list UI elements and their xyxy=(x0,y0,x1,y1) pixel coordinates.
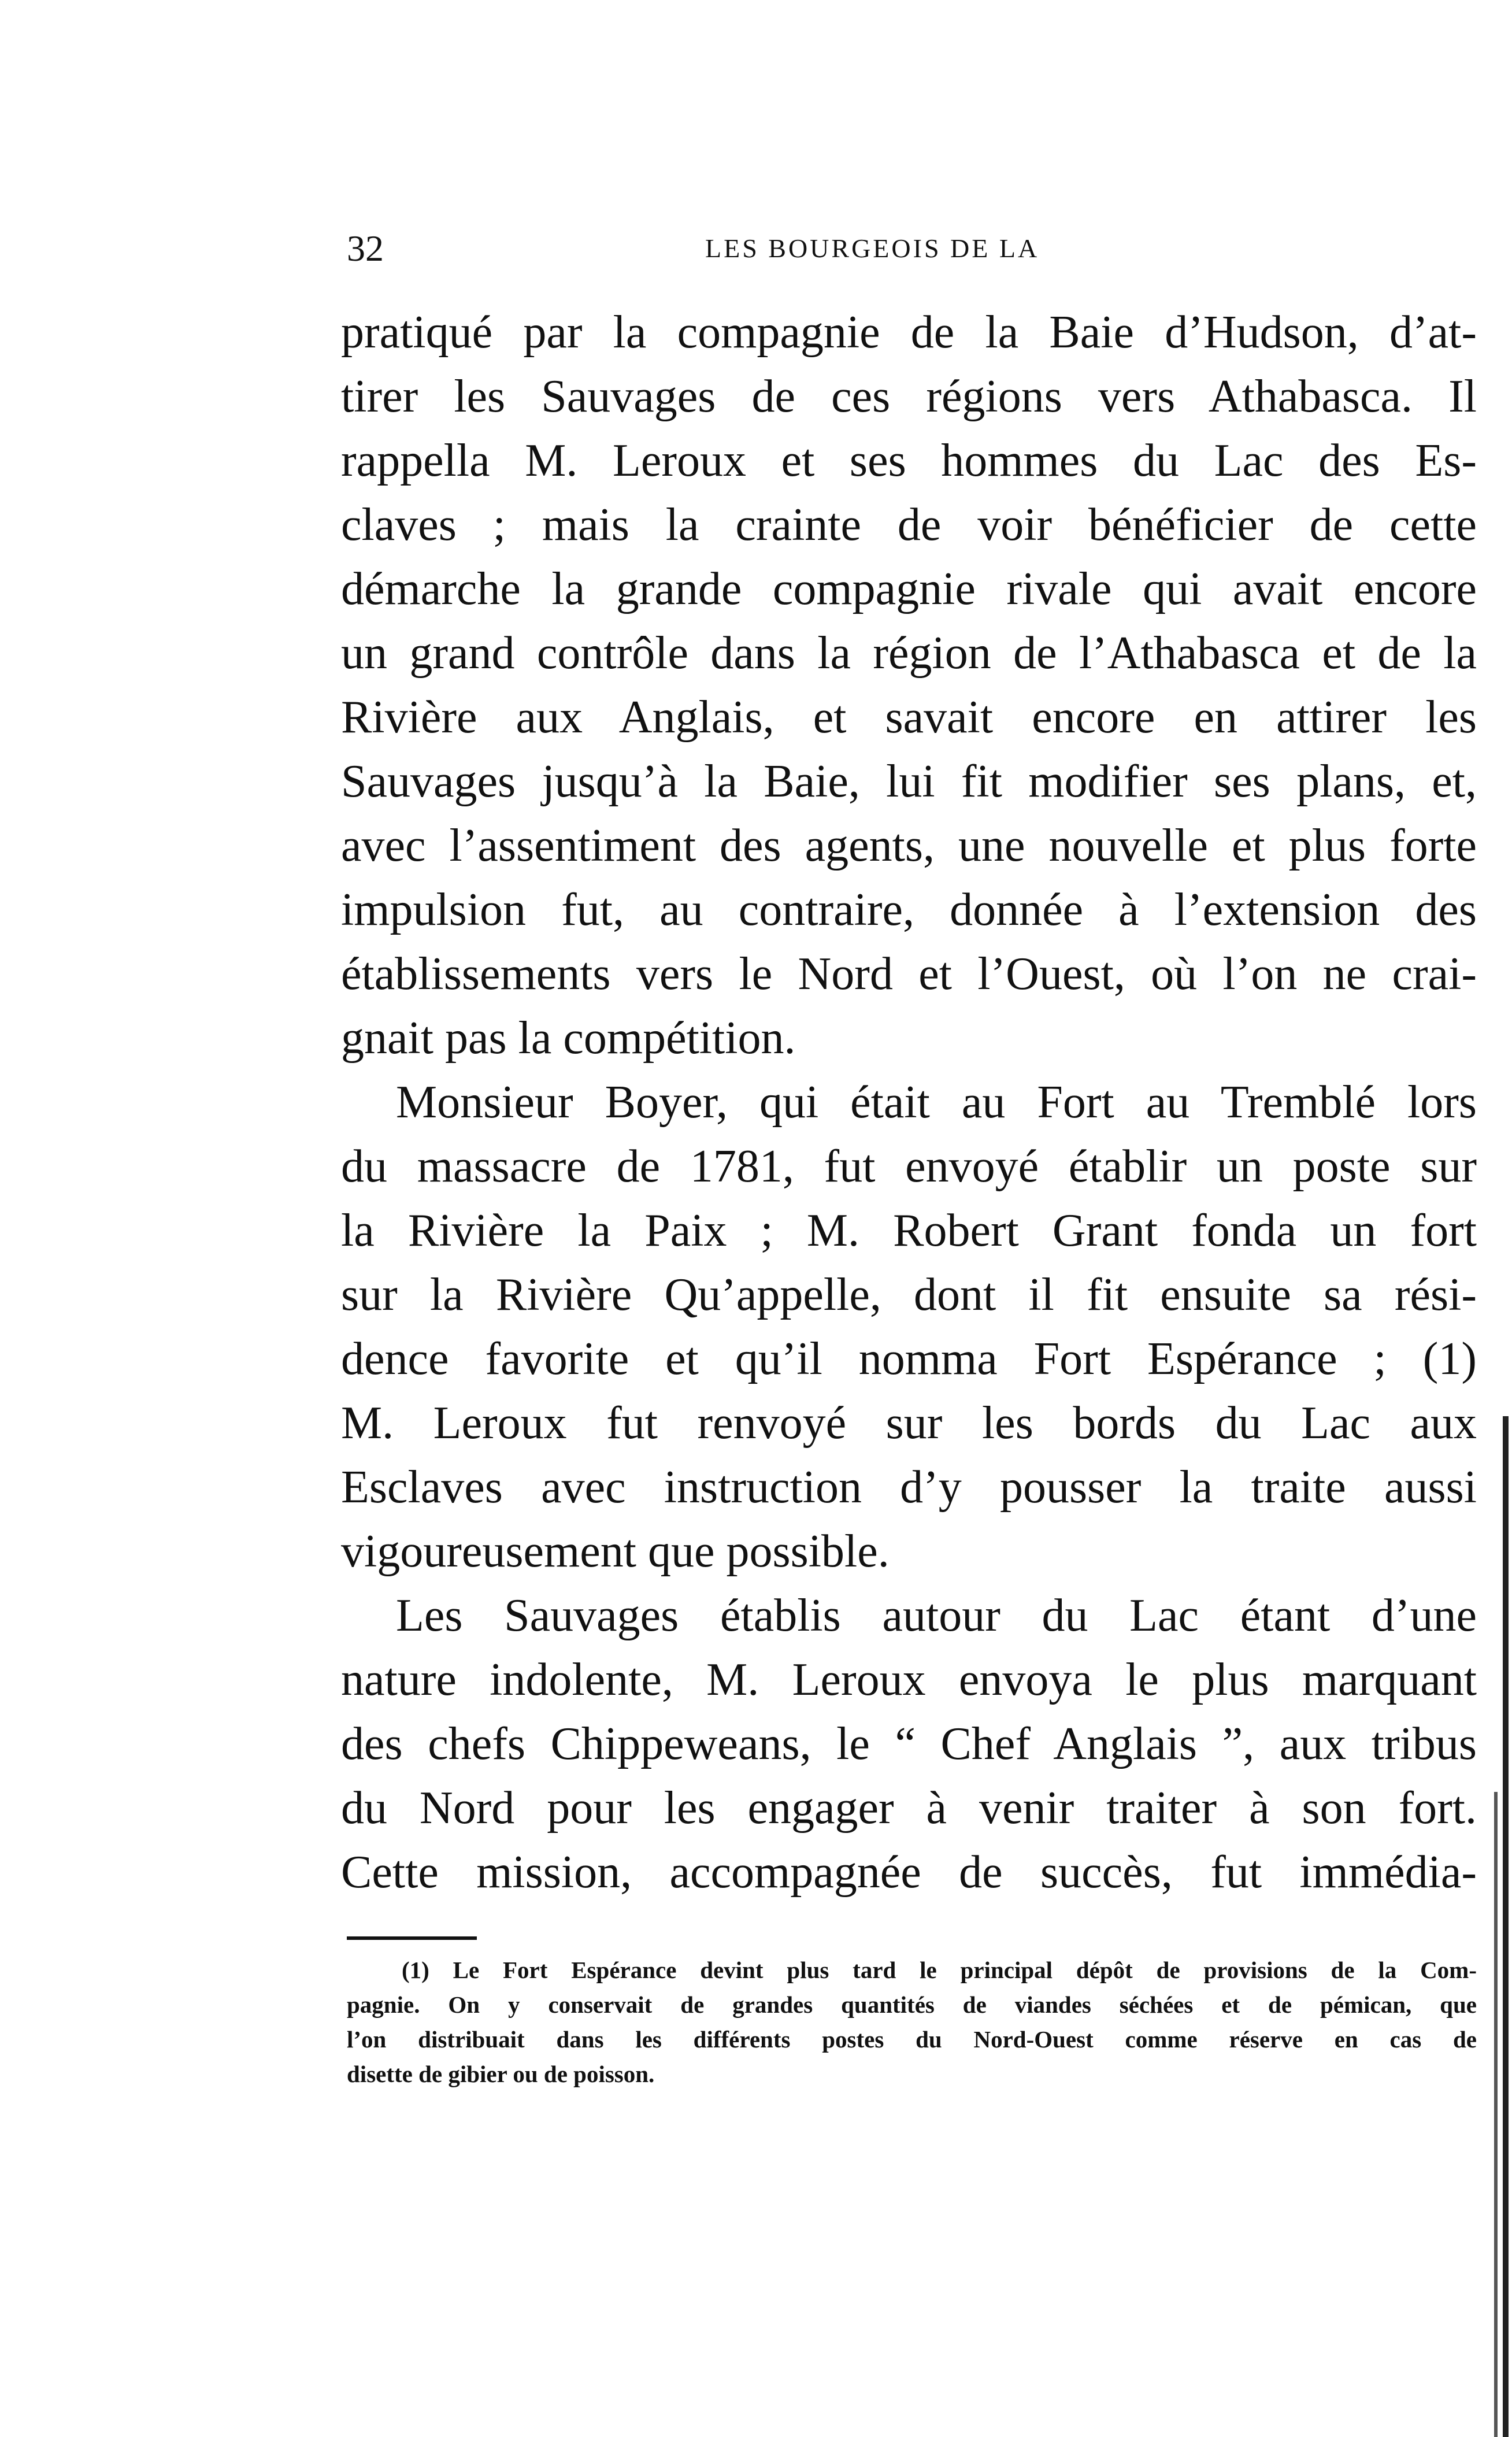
footnote-line: l’on distribuait dans les différents postes du Nord-Ouest comme réserve en cas de xyxy=(347,2026,1477,2053)
body-line: gnait pas la compétition. xyxy=(341,1013,796,1064)
body-line: tirer les Sauvages de ces régions vers Athabasca. Il xyxy=(341,371,1477,422)
body-line: Esclaves avec instruction d’y pousser la traite aussi xyxy=(341,1462,1477,1513)
body-line: Les Sauvages établis autour du Lac étant d’une xyxy=(396,1590,1477,1641)
body-line: nature indolente, M. Leroux envoya le plus marquant xyxy=(341,1654,1477,1705)
body-line: pratiqué par la compagnie de la Baie d’Hudson, d’at- xyxy=(341,307,1477,358)
running-title: LES BOURGEOIS DE LA xyxy=(705,234,1040,263)
body-line: Cette mission, accompagnée de succès, fut immédia- xyxy=(341,1847,1477,1898)
body-line: M. Leroux fut renvoyé sur les bords du Lac aux xyxy=(341,1398,1477,1449)
body-line: démarche la grande compagnie rivale qui avait encore xyxy=(341,564,1477,614)
body-line: avec l’assentiment des agents, une nouvelle et plus forte xyxy=(341,820,1477,871)
body-line: Monsieur Boyer, qui était au Fort au Tremblé lors xyxy=(396,1077,1477,1128)
footnote-line: disette de gibier ou de poisson. xyxy=(347,2061,655,2087)
body-line: vigoureusement que possible. xyxy=(341,1526,890,1577)
page-edge-shadow xyxy=(1503,1416,1509,2437)
body-text xyxy=(341,301,1477,1905)
body-line: rappella M. Leroux et ses hommes du Lac des Es- xyxy=(341,435,1477,486)
body-line: impulsion fut, au contraire, donnée à l’extension des xyxy=(341,884,1477,935)
body-line: Rivière aux Anglais, et savait encore en attirer les xyxy=(341,692,1477,743)
body-line: sur la Rivière Qu’appelle, dont il fit ensuite sa rési- xyxy=(341,1269,1477,1320)
body-line: la Rivière la Paix ; M. Robert Grant fonda un fort xyxy=(341,1205,1477,1256)
body-line: du Nord pour les engager à venir traiter à son fort. xyxy=(341,1783,1477,1834)
body-line: Sauvages jusqu’à la Baie, lui fit modifier ses plans, et, xyxy=(341,756,1477,807)
body-line: dence favorite et qu’il nomma Fort Espérance ; (1) xyxy=(341,1334,1477,1384)
page-edge-shadow xyxy=(1494,1792,1498,2437)
body-line: du massacre de 1781, fut envoyé établir un poste sur xyxy=(341,1141,1477,1192)
running-head xyxy=(347,223,1474,275)
footnote-line: pagnie. On y conservait de grandes quantités de viandes séchées et de pémican, que xyxy=(347,1991,1477,2018)
body-line: claves ; mais la crainte de voir bénéficier de cette xyxy=(341,499,1477,550)
body-line: établissements vers le Nord et l’Ouest, où l’on ne crai- xyxy=(341,949,1477,999)
body-line: des chefs Chippeweans, le “ Chef Anglais ”, aux tribus xyxy=(341,1719,1477,1769)
page-number: 32 xyxy=(347,228,384,269)
footnote xyxy=(347,1953,1477,2091)
footnote-line: (1) Le Fort Espérance devint plus tard le principal dépôt de provisions de la Com- xyxy=(402,1957,1477,1983)
footnote-rule xyxy=(347,1936,477,1940)
body-line: un grand contrôle dans la région de l’Athabasca et de la xyxy=(341,628,1477,679)
